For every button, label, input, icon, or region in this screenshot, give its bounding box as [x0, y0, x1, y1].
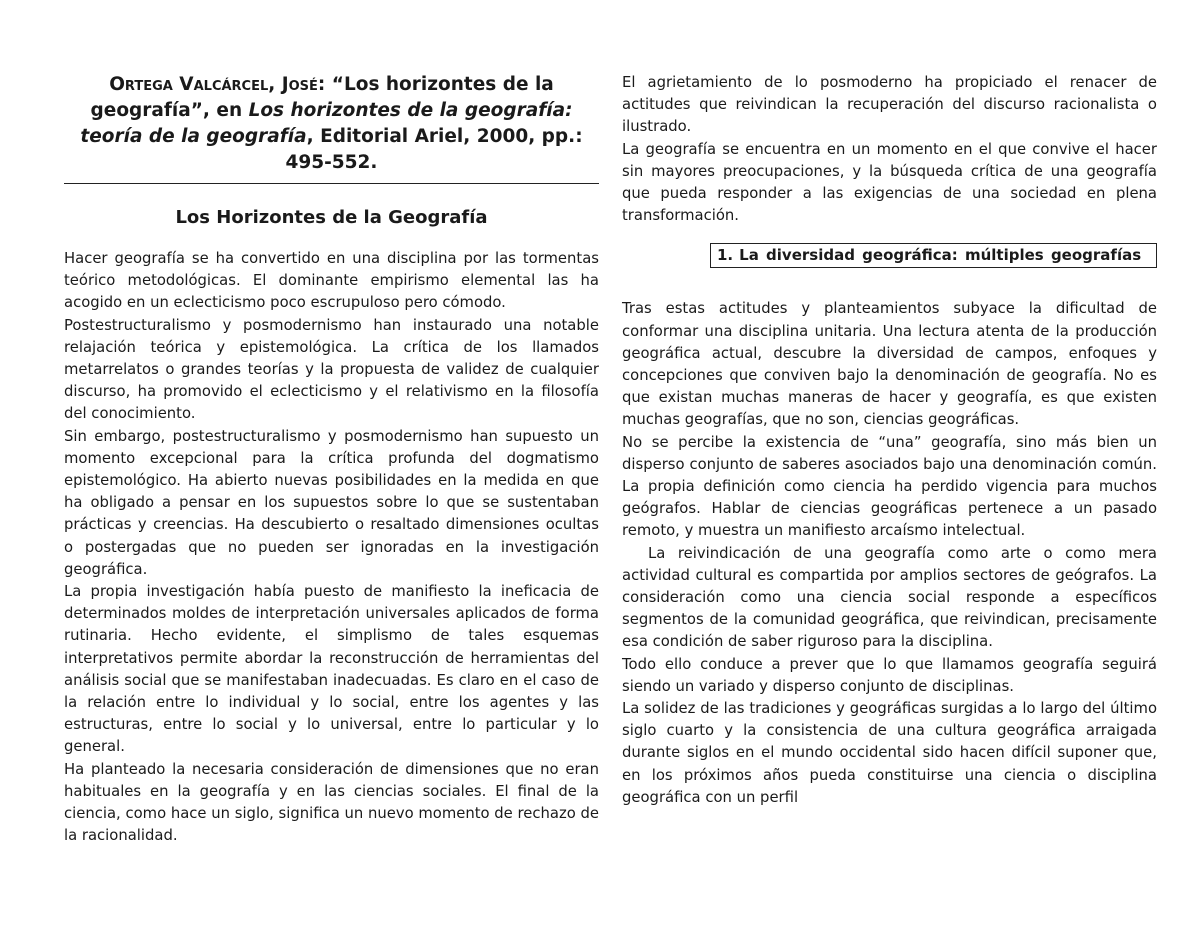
intro-paragraph: La geografía se encuentra en un momento en el que convive el hacer sin mayores preocupaciones, y la búsqueda crítica de una geografía que pueda responder a las exigencias de una sociedad en plena transformación. — [622, 140, 1157, 225]
citation-en: , en — [202, 100, 243, 121]
right-paragraph: La reivindicación de una geografía como arte o como mera actividad cultural es compartida por amplios sectores de geógrafos. La consideración como una ciencia social responde a específicos segmentos de la comunidad geográfica, que reivindican, precisamente esa condición de saber riguroso para la disciplina. — [622, 544, 1157, 651]
left-column — [64, 72, 599, 847]
section-heading-text: La diversidad geográfica: múltiples geografías — [739, 246, 1142, 265]
right-paragraph: Tras estas actitudes y planteamientos subyace la dificultad de conformar una disciplina unitaria. Una lectura atenta de la producción geográfica actual, descubre la diversidad de campos, enfoques y concepciones que conviven bajo la denominación de geografía. No es que existan muchas maneras de hacer y geografía, es que existen muchas geografías, que no son, ciencias geográficas. — [622, 300, 1157, 429]
left-paragraph: Hacer geografía se ha convertido en una disciplina por las tormentas teórico metodológicas. El dominante empirismo elemental las ha acogido en un eclecticismo poco escrupuloso pero cómodo. — [64, 250, 599, 312]
left-paragraph: Sin embargo, postestructuralismo y posmodernismo han supuesto un momento excepcional para la crítica profunda del dogmatismo epistemológico. Ha abierto nuevas posibilidades en la medida en que ha obligado a pensar en los supuestos sobre lo que se sustentaban prácticas y creencias. Ha descubierto o resaltado dimensiones ocultas o postergadas que no pueden ser ignoradas en la investigación geográfica. — [64, 427, 599, 578]
document-title: Los Horizontes de la Geografía — [175, 207, 488, 228]
right-paragraph: No se percibe la existencia de “una” geografía, sino más bien un disperso conjunto de saberes asociados bajo una denominación común. La propia definición como ciencia ha perdido vigencia para muchos geógrafos. Hablar de ciencias geográficas pertenece a un pasado remoto, y muestra un manifiesto arcaísmo intelectual. — [622, 433, 1157, 540]
citation-author-first: José — [281, 74, 318, 95]
left-paragraph: La propia investigación había puesto de manifiesto la ineficacia de determinados moldes de interpretación universales aplicados de forma rutinaria. Hecho evidente, el simplismo de tales esquemas interpretativos permite abordar la reconstrucción de herramientas del análisis social que se manifestaban inadecuadas. Es claro en el caso de la relación entre lo individual y lo social, entre los agentes y las estructuras, entre lo social y lo universal, entre lo particular y lo general. — [64, 583, 599, 756]
citation-author-last: Ortega Valcárcel — [109, 74, 269, 95]
section-heading — [710, 243, 1157, 268]
citation-book-title: Los horizontes de la geografía: teoría de la geografía — [80, 100, 573, 147]
citation-colon: : — [317, 74, 326, 95]
left-paragraph: Postestructuralismo y posmodernismo han instaurado una notable relajación teórica y epistemológica. La crítica de los llamados metarrelatos o grandes teorías y la propuesta de validez de cualquier discurso, ha promovido el eclecticismo y el relativismo en la filosofía del conocimiento. — [64, 316, 599, 423]
right-paragraph: Todo ello conduce a prever que lo que llamamos geografía seguirá siendo un variado y disperso conjunto de disciplinas. — [622, 655, 1157, 695]
intro-paragraph: El agrietamiento de lo posmoderno ha propiciado el renacer de actitudes que reivindican la recuperación del discurso racionalista o ilustrado. — [622, 74, 1157, 136]
bibliographic-citation: Ortega Valcárcel, José: “Los horizontes de la geografía”, en Los horizontes de la geografía: teoría de la geografía, Editorial Ariel, 2000, pp.: 495-552. — [80, 74, 583, 173]
left-paragraph: Ha planteado la necesaria consideración de dimensiones que no eran habituales en la geografía y en las ciencias sociales. El final de la ciencia, como hace un siglo, significa un nuevo momento de rechazo de la racionalidad. — [64, 760, 599, 845]
right-column — [622, 72, 1157, 809]
right-paragraph: La solidez de las tradiciones y geográficas surgidas a lo largo del último siglo cuarto y la consistencia de una cultura geográfica arraigada durante siglos en el mundo occidental sido hacen difícil suponer que, en los próximos años pueda constituirse una ciencia o disciplina geográfica con un perfil — [622, 700, 1157, 806]
section-number: 1. — [717, 246, 734, 265]
citation-chapter-title: “Los horizontes de la geografía” — [90, 74, 554, 121]
citation-divider — [64, 183, 599, 184]
citation-publisher: , Editorial Ariel, 2000, pp.: 495-552. — [285, 126, 583, 173]
